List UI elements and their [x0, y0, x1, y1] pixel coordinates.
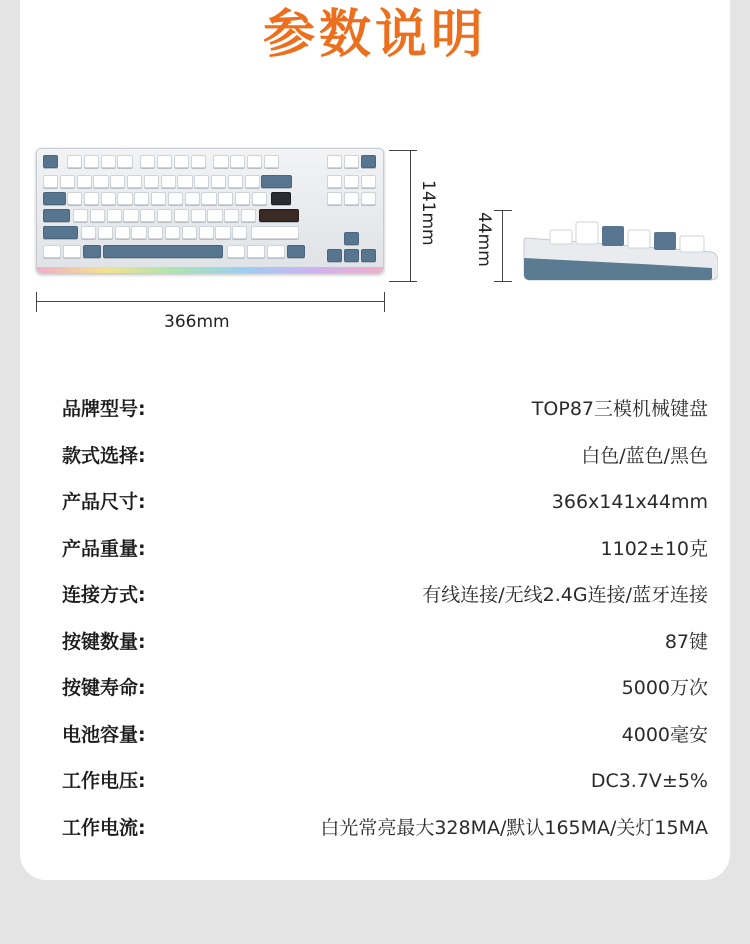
keycap: [191, 209, 206, 222]
keycap: [215, 226, 230, 239]
spec-label: 产品重量:: [62, 537, 146, 560]
spec-value: 白色/蓝色/黑色: [581, 444, 708, 467]
spec-value: 1102±10克: [600, 537, 708, 560]
keycap: [98, 226, 113, 239]
keycap: [174, 209, 189, 222]
keycap: [344, 232, 359, 245]
spec-row: [62, 673, 708, 703]
spec-label: 按键数量:: [62, 630, 146, 653]
keyboard-side-view: [522, 208, 718, 282]
spec-value: 有线连接/无线2.4G连接/蓝牙连接: [422, 584, 708, 606]
keycap: [67, 192, 82, 205]
keycap: [43, 209, 70, 222]
keycap: [93, 175, 108, 188]
keycap: [127, 175, 142, 188]
keycap: [245, 175, 260, 188]
spec-label: 连接方式:: [62, 584, 146, 606]
keycap: [123, 209, 138, 222]
spec-label: 品牌型号:: [62, 398, 146, 420]
spec-value: 5000万次: [621, 677, 708, 699]
depth-dimension-tick-top: [389, 150, 417, 151]
spec-label: 款式选择:: [62, 444, 146, 467]
spec-row: [62, 394, 708, 424]
keycap: [43, 245, 61, 258]
width-dimension-tick-left: [36, 292, 37, 312]
keycap: [83, 245, 101, 258]
keycap: [207, 209, 222, 222]
spec-row: [62, 487, 708, 517]
spec-value: DC3.7V±5%: [590, 770, 708, 792]
keycap: [148, 226, 163, 239]
keycap: [361, 155, 376, 168]
height-dimension-tick-top: [494, 210, 512, 211]
keycap: [327, 175, 342, 188]
keycap: [361, 249, 376, 262]
keycap: [218, 192, 233, 205]
keycap: [157, 155, 172, 168]
keycap: [117, 192, 132, 205]
keycap: [182, 226, 197, 239]
spec-row: [62, 627, 708, 657]
keycap: [213, 155, 228, 168]
keycap: [67, 155, 82, 168]
spec-label: 按键寿命:: [62, 677, 146, 699]
height-dimension-line: [502, 210, 503, 282]
keycap: [361, 175, 376, 188]
keycap: [81, 226, 96, 239]
spec-label: 电池容量:: [62, 723, 146, 746]
keycap: [252, 192, 267, 205]
spec-row: [62, 813, 708, 843]
keycap: [235, 192, 250, 205]
keycap: [107, 209, 122, 222]
keycap: [344, 249, 359, 262]
depth-dimension-label: 141mm: [418, 180, 438, 246]
spec-row: [62, 720, 708, 750]
keycap: [264, 155, 279, 168]
spec-row: [62, 766, 708, 796]
keycap: [228, 175, 243, 188]
keycap: [134, 192, 149, 205]
keycap: [84, 155, 99, 168]
keycap: [115, 226, 130, 239]
keycap: [161, 175, 176, 188]
keycap: [151, 192, 166, 205]
keycap: [43, 175, 58, 188]
keycap: [287, 245, 305, 258]
keycap: [43, 155, 58, 168]
keycap: [177, 175, 192, 188]
keycap: [140, 209, 155, 222]
keycap: [103, 245, 223, 258]
keycap: [43, 192, 66, 205]
keycap: [174, 155, 189, 168]
spec-row: [62, 441, 708, 471]
keycap: [165, 226, 180, 239]
keycap: [251, 226, 299, 239]
spec-label: 工作电压:: [62, 770, 146, 792]
keycap: [191, 155, 206, 168]
keycap: [63, 245, 81, 258]
spec-label: 产品尺寸:: [62, 491, 146, 513]
keycap: [224, 209, 239, 222]
spec-value: 白光常亮最大328MA/默认165MA/关灯15MA: [320, 816, 708, 839]
rgb-light-strip: [37, 267, 383, 273]
keycap: [201, 192, 216, 205]
keycap: [327, 249, 342, 262]
keycap: [211, 175, 226, 188]
keycap: [84, 192, 99, 205]
keycap: [110, 175, 125, 188]
keycap: [247, 155, 262, 168]
keycap: [43, 226, 78, 239]
spec-value: 366x141x44mm: [551, 491, 708, 513]
keycap: [344, 155, 359, 168]
keycap: [259, 209, 299, 222]
keycap: [144, 175, 159, 188]
width-dimension-line: [36, 301, 384, 302]
keycap: [241, 209, 256, 222]
keycap: [232, 226, 247, 239]
keycap: [247, 245, 265, 258]
depth-dimension-tick-bottom: [389, 281, 417, 282]
spec-value: TOP87三模机械键盘: [531, 398, 708, 420]
keycap: [267, 245, 285, 258]
spec-value: 87键: [664, 630, 708, 653]
spec-label: 工作电流:: [62, 816, 146, 839]
keycap: [344, 192, 359, 205]
keycap: [157, 209, 172, 222]
keyboard-top-view: [36, 148, 384, 274]
keycap: [77, 175, 92, 188]
keycap: [199, 226, 214, 239]
width-dimension-tick-right: [384, 292, 385, 312]
keycap: [185, 192, 200, 205]
keycap: [361, 192, 376, 205]
keycap: [271, 192, 291, 205]
width-dimension-label: 366mm: [164, 312, 230, 332]
keycap: [344, 175, 359, 188]
keycap: [261, 175, 291, 188]
keycap: [60, 175, 75, 188]
keycap: [327, 155, 342, 168]
keycap: [168, 192, 183, 205]
page-title: 参数说明: [262, 5, 487, 65]
keycap: [101, 155, 116, 168]
keycap: [73, 209, 88, 222]
keycap: [327, 192, 342, 205]
spec-row: [62, 534, 708, 564]
keycap: [140, 155, 155, 168]
height-dimension-tick-bottom: [494, 281, 512, 282]
keycap: [101, 192, 116, 205]
keycap: [117, 155, 132, 168]
keycap: [227, 245, 245, 258]
height-dimension-label: 44mm: [474, 212, 494, 267]
keycap: [90, 209, 105, 222]
keycap: [194, 175, 209, 188]
spec-row: [62, 580, 708, 610]
spec-value: 4000毫安: [621, 723, 708, 746]
keycap: [131, 226, 146, 239]
keycap: [230, 155, 245, 168]
depth-dimension-line: [410, 150, 411, 282]
